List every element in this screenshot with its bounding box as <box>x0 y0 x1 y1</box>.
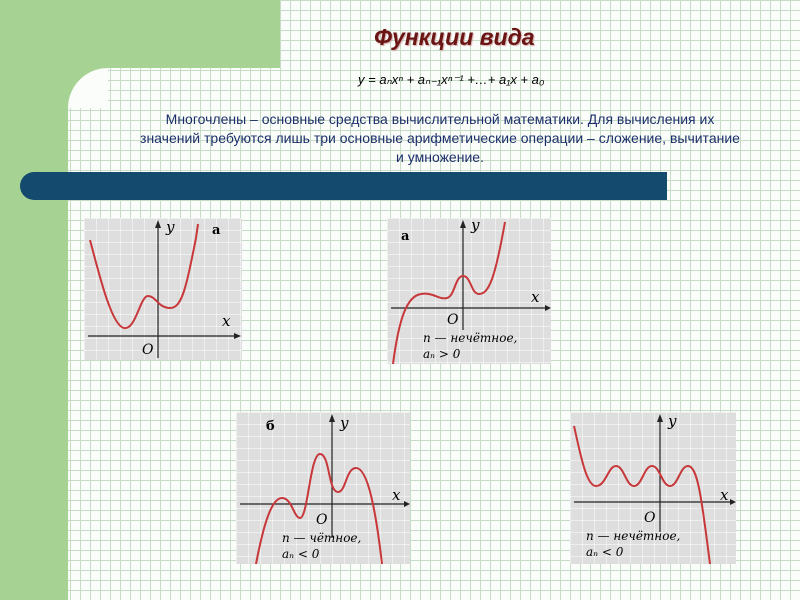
y-label: y <box>471 218 480 234</box>
x-label: x <box>392 486 401 504</box>
graph-note-line1: n — нечётное, <box>586 529 681 543</box>
slide-description: Многочлены – основные средства вычислительной математики. Для вычисления их значений требуются лишь три основные арифметические операции – сложение, вычитание и умножение. <box>140 111 740 165</box>
graph-odd-negative <box>570 412 736 564</box>
slide-title: Функции вида <box>374 24 535 50</box>
polynomial-formula: y = aₙxⁿ + aₙ₋₁xⁿ⁻¹ +…+ a₁x + a₀ <box>358 72 545 87</box>
origin-label: O <box>316 512 328 528</box>
green-side-panel <box>0 0 68 600</box>
graph-note-line2: aₙ > 0 <box>423 347 461 361</box>
graph-letter: а <box>401 229 410 244</box>
graph-odd-positive <box>387 218 551 364</box>
y-label: y <box>340 414 349 432</box>
y-label: y <box>166 218 175 236</box>
graph-note-line1: n — чётное, <box>282 531 362 545</box>
graph-note-line2: aₙ < 0 <box>586 545 624 559</box>
origin-label: O <box>447 312 459 328</box>
origin-label: O <box>644 510 656 526</box>
x-label: x <box>222 312 231 330</box>
origin-label: O <box>142 342 154 358</box>
divider-bar <box>20 172 667 200</box>
y-label: y <box>668 412 677 430</box>
x-label: x <box>720 486 729 504</box>
graph-even-positive <box>84 218 242 360</box>
graph-note-line1: n — нечётное, <box>423 331 518 345</box>
x-label: x <box>531 288 540 306</box>
graph-even-negative <box>236 412 410 564</box>
graph-letter: а <box>212 223 221 238</box>
graph-letter: б <box>266 419 275 434</box>
graph-note-line2: aₙ < 0 <box>282 547 320 561</box>
